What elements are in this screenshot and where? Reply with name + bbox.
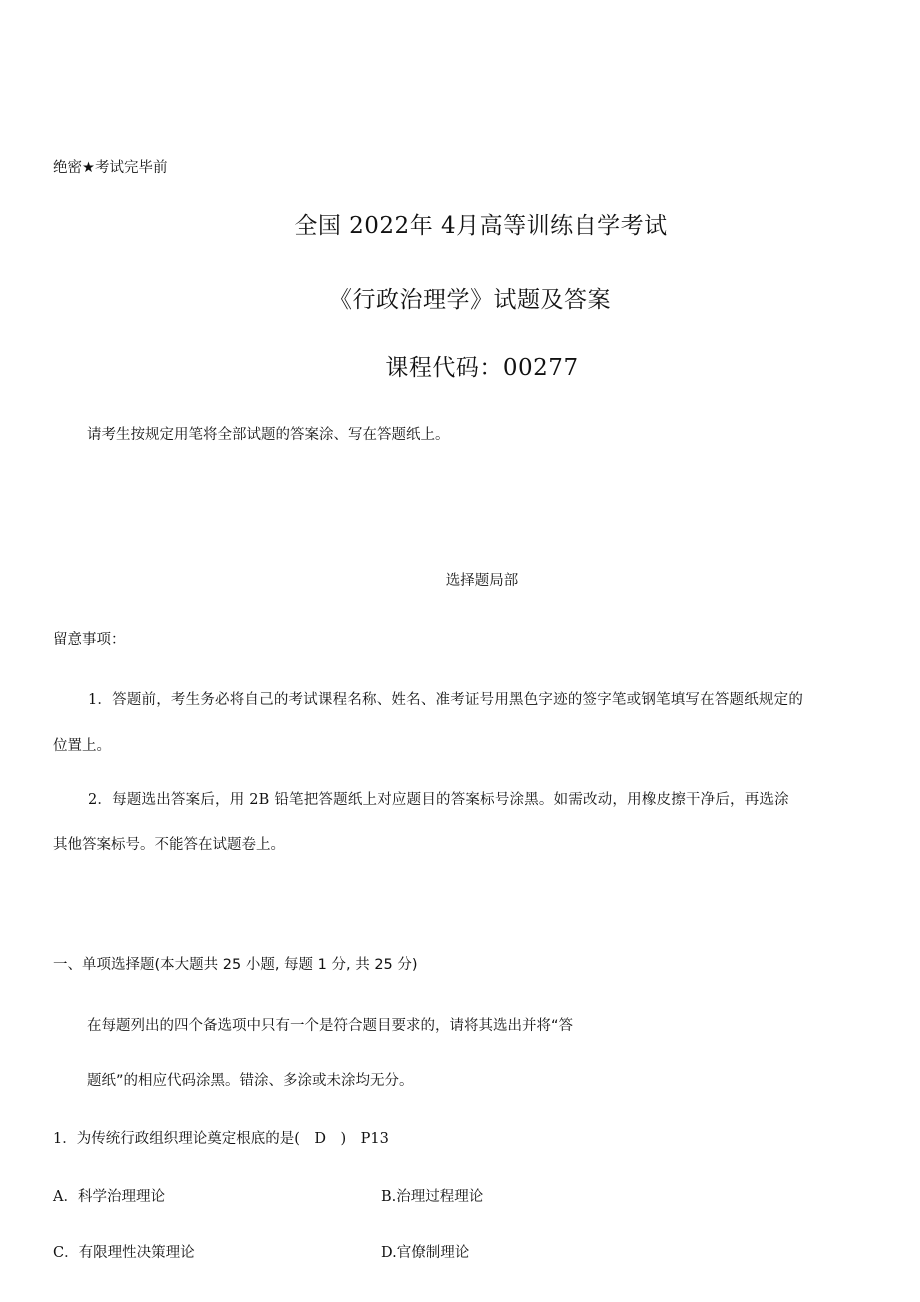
notice-item-2: 2．每题选出答案后，用 2B 铅笔把答题纸上对应题目的答案标号涂黑。如需改动，用橡皮擦干净后，再选涂	[88, 792, 789, 808]
part-description: 在每题列出的四个备选项中只有一个是符合题目要求的，请将其选出并将“答	[87, 1018, 574, 1034]
course-code: 课程代码：00277	[385, 355, 579, 381]
question-stem: 1．为传统行政组织理论奠定根底的是( D ) P13	[53, 1131, 389, 1147]
subject-title: 《行政治理学》试题及答案	[329, 287, 611, 313]
exam-title: 全国 2022年 4月高等训练自学考试	[294, 213, 668, 239]
option-d: D.官僚制理论	[381, 1245, 470, 1261]
option-a: A．科学治理理论	[53, 1189, 165, 1205]
notice-item-1-continued: 位置上。	[53, 738, 111, 754]
notice-item-2-continued: 其他答案标号。不能答在试题卷上。	[53, 837, 285, 853]
notice-label: 留意事项：	[53, 632, 126, 648]
part-description-continued: 题纸”的相应代码涂黑。错涂、多涂或未涂均无分。	[87, 1073, 414, 1089]
option-b: B.治理过程理论	[381, 1189, 484, 1205]
exam-instruction: 请考生按规定用笔将全部试题的答案涂、写在答题纸上。	[87, 427, 450, 443]
part-heading: 一、单项选择题(本大题共 25 小题, 每题 1 分, 共 25 分)	[53, 957, 418, 973]
option-c: C．有限理性决策理论	[53, 1245, 195, 1261]
section-heading: 选择题局部	[445, 573, 519, 589]
confidential-mark: 绝密★考试完毕前	[53, 160, 168, 176]
notice-item-1: 1．答题前，考生务必将自己的考试课程名称、姓名、准考证号用黑色字迹的签字笔或钢笔填写在答题纸规定的	[88, 692, 804, 708]
